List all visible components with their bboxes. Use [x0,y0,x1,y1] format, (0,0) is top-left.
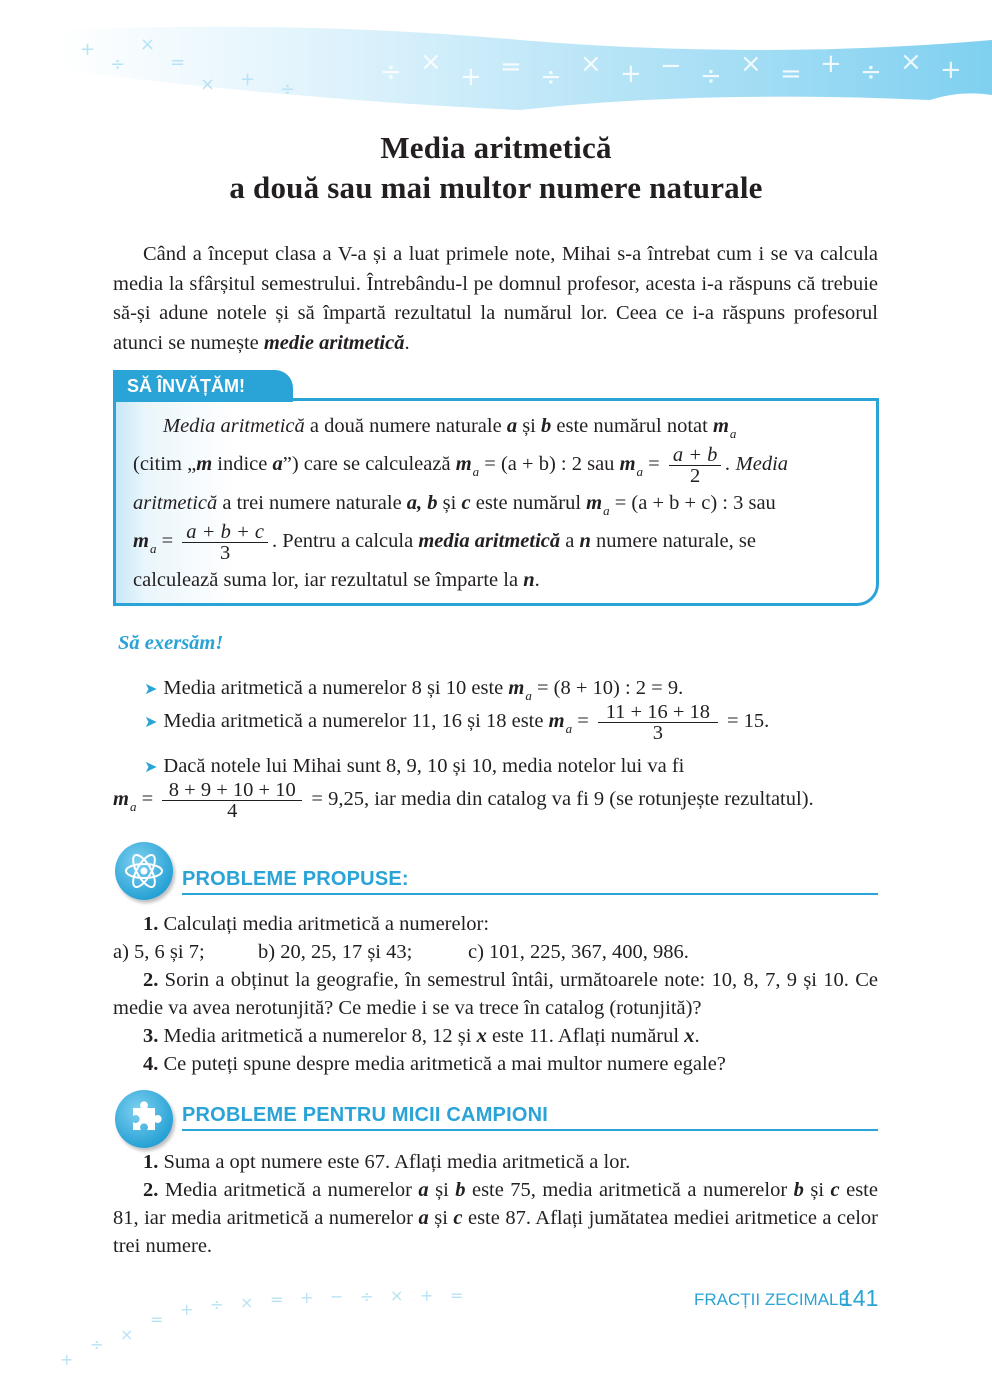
learn-term: media aritmetică [418,530,561,553]
svg-text:×: × [900,47,922,77]
svg-text:÷: ÷ [210,1295,224,1314]
learn-text: calculează suma lor, iar rezultatul se împarte la [133,569,524,591]
learn-and: și [517,415,542,437]
proposed-problem-4 [113,1050,878,1078]
fraction-bullet-2 [598,702,718,743]
equals: = [572,710,594,733]
learn-tab-label: SĂ ÎNVĂȚĂM! [113,370,293,402]
problem-text: Media aritmetică a numerelor 8, 12 și [158,1025,477,1047]
option-c: c) 101, 225, 367, 400, 986. [468,941,689,963]
svg-text:=: = [170,52,186,73]
var-n: n [579,530,591,553]
var-a: a [506,415,518,437]
var-a: a [272,453,283,476]
vars-a-b: a, b [406,492,438,514]
equals: = [643,453,665,476]
svg-text:÷: ÷ [90,1335,104,1354]
svg-text:÷: ÷ [110,54,126,75]
fraction-numerator: a + b + c [182,522,268,543]
problem-number: 2. [143,1179,159,1201]
intro-end: . [404,331,410,354]
var-m: m [586,492,603,514]
svg-text:+: + [820,49,842,79]
learn-term: aritmetică [133,492,218,514]
var-m: m [113,788,129,811]
learn-text: a două numere naturale [304,415,507,437]
svg-text:+: + [60,1350,74,1369]
arrow-bullet-icon: ➤ [144,712,158,732]
var-c: c [830,1179,840,1201]
svg-text:+: + [620,59,642,89]
var-b: b [455,1179,466,1201]
var-x: x [684,1025,695,1047]
svg-text:×: × [200,74,216,95]
fraction-denominator: 4 [227,800,238,822]
problem-number: 3. [143,1025,159,1047]
svg-text:÷: ÷ [360,1287,374,1306]
var-x: x [476,1025,487,1047]
problem-text: Media aritmetică a numerelor [158,1179,419,1201]
svg-text:÷: ÷ [540,62,562,92]
intro-text: Când a început clasa a V-a și a luat primele note, Mihai s-a întrebat cum i se va calcula media la sfârșitul semestrului. Întrebându-l pe domnul profesor, acesta i-a răspuns că trebuie să-și adune notele și să împartă rezultatul la numărul lor. Ceea ce i-a răspuns profesorul atunci se numește [113,243,878,354]
fraction-numerator: 11 + 16 + 18 [598,702,718,723]
var-m: m [548,710,565,733]
fraction-denominator: 3 [220,542,231,564]
subscript-a: a [525,688,532,703]
intro-term: medie aritmetică [263,331,405,354]
problem-text: . [694,1025,700,1047]
problem-text: este 11. Aflați numărul [486,1025,685,1047]
var-a: a [418,1207,429,1229]
var-m: m [508,677,525,699]
problem-number: 1. [143,1151,159,1173]
equals: = [136,788,159,811]
svg-text:=: = [450,1286,464,1305]
svg-text:+: + [300,1288,314,1307]
learn-text: este numărul [470,492,587,514]
svg-text:÷: ÷ [860,57,882,87]
svg-text:=: = [270,1290,284,1309]
atom-icon [115,842,173,900]
problem-and: și [428,1179,456,1201]
svg-text:+: + [240,69,256,90]
fraction-bullet-3 [162,780,302,821]
problem-text: Suma a opt numere este 67. Aflați media aritmetică a lor. [158,1151,631,1173]
svg-text:÷: ÷ [280,79,296,100]
footer-section-label: FRACȚII ZECIMALE [694,1290,850,1309]
learn-line-5 [133,562,861,599]
svg-text:×: × [120,1325,134,1344]
learn-line-4 [133,521,861,564]
svg-text:+: + [940,55,962,85]
problem-text: este 87. Aflați jumătatea mediei aritmetice a celor trei numere. [113,1207,878,1257]
learn-text: ”) care se calculează [282,453,456,476]
formula-two-numbers: = (a + b) : 2 sau [479,453,620,476]
arrow-bullet-icon: ➤ [144,757,158,776]
subscript-a: a [149,541,157,557]
problem-number: 1. [143,913,159,935]
svg-text:=: = [150,1310,164,1329]
subscript-a: a [729,426,737,441]
learn-text: . Pentru a calcula [272,530,419,553]
svg-text:=: = [500,52,522,82]
proposed-problem-2 [113,966,878,1022]
svg-text:×: × [420,47,442,77]
fraction-denominator: 2 [690,465,701,487]
svg-text:×: × [140,34,156,55]
svg-text:=: = [780,59,802,89]
var-b: b [793,1179,804,1201]
page-title-line-1: Media aritmetică [380,130,612,165]
svg-text:+: + [80,39,96,60]
learn-line-2 [133,444,861,487]
subscript-a: a [636,464,644,480]
problem-and: și [428,1207,454,1229]
svg-text:×: × [240,1293,254,1312]
page-title-line-2: a două sau mai multor numere naturale [229,170,763,205]
svg-text:−: − [660,51,682,81]
proposed-heading: PROBLEME PROPUSE: [182,868,878,895]
learn-text: . [534,569,540,591]
learn-text: a trei numere naturale [217,492,407,514]
practice-heading: Să exersăm! [118,632,224,654]
svg-text:÷: ÷ [380,57,402,87]
formula-three-numbers: = (a + b + c) : 3 sau [609,492,776,514]
champions-problem-2 [113,1176,878,1260]
svg-text:×: × [740,49,762,79]
fraction-numerator: a + b [669,445,722,466]
proposed-problem-3 [113,1022,878,1050]
intro-paragraph [113,240,878,358]
var-n: n [523,569,535,591]
problem-text: este 75, media aritmetică a numerelor [465,1179,794,1201]
learn-line-1 [133,408,861,445]
svg-text:+: + [420,1286,434,1305]
learn-and: și [437,492,462,514]
fraction-denominator: 3 [652,722,663,744]
fraction-three-numbers [182,522,268,563]
var-c: c [453,1207,463,1229]
subscript-a: a [565,721,573,737]
proposed-problem-1 [113,910,878,938]
svg-text:+: + [460,62,482,92]
var-a: a [418,1179,429,1201]
option-b: b) 20, 25, 17 și 43; [258,941,413,963]
page-number: 141 [840,1285,879,1311]
learn-text: (citim „ [133,453,197,476]
svg-text:×: × [390,1286,404,1305]
subscript-a: a [472,464,480,480]
problem-text: Ce puteți spune despre media aritmetică a mai multor numere egale? [158,1053,726,1075]
proposed-problem-1-options [113,938,878,966]
var-m: m [619,453,636,476]
bullet-text: Dacă notele lui Mihai sunt 8, 9, 10 și 10, media notelor lui va fi [163,755,685,777]
learn-line-3 [133,485,861,522]
var-m: m [196,453,213,476]
practice-bullet-3-formula [113,780,814,821]
svg-text:×: × [580,49,602,79]
svg-text:÷: ÷ [700,61,722,91]
learn-term: Media aritmetică [163,415,305,437]
footer-math-symbols-decoration [0,1270,520,1389]
header-math-symbols-decoration [0,0,992,150]
learn-text: . Media [725,453,789,476]
learn-text: numere naturale, se [590,530,756,553]
bullet-text: Media aritmetică a numerelor 11, 16 și 18 este [163,710,549,733]
svg-text:+: + [180,1300,194,1319]
problem-text: Sorin a obținut la geografie, în semestrul întâi, următoarele note: 10, 8, 7, 9 și 10. Ce medie va avea nerotunjită? Ce medie i se va trece în catalog (rotunjită)? [113,969,878,1019]
var-c: c [461,492,471,514]
practice-bullet-2 [144,702,769,743]
option-a: a) 5, 6 și 7; [113,941,205,963]
subscript-a: a [129,799,137,815]
var-m: m [455,453,472,476]
equals: = [156,530,179,553]
subscript-a: a [603,503,610,518]
learn-text: a [560,530,580,553]
puzzle-icon [115,1090,173,1148]
problem-and: și [803,1179,831,1201]
problem-text: Calculați media aritmetică a numerelor: [158,913,490,935]
var-b: b [541,415,552,437]
arrow-bullet-icon: ➤ [144,679,158,698]
champions-heading: PROBLEME PENTRU MICII CAMPIONI [182,1104,878,1131]
learn-text: este numărul notat [551,415,713,437]
bullet-result: = 15. [721,710,770,733]
bullet-result: = 9,25, iar media din catalog va fi 9 (se rotunjește rezultatul). [306,788,814,811]
fraction-numerator: 8 + 9 + 10 + 10 [162,780,302,801]
problem-text: este 81, iar media aritmetică a numerelor [113,1179,878,1229]
problem-number: 2. [143,969,159,991]
svg-text:−: − [330,1287,344,1306]
problem-number: 4. [143,1053,159,1075]
learn-text: indice [212,453,273,476]
var-m: m [712,415,729,437]
practice-bullet-3 [144,752,684,781]
var-m: m [133,530,149,553]
fraction-two-numbers [669,445,722,486]
bullet-formula: = (8 + 10) : 2 = 9. [531,677,684,699]
bullet-text: Media aritmetică a numerelor 8 și 10 este [163,677,509,699]
champions-problem-1 [113,1148,878,1176]
